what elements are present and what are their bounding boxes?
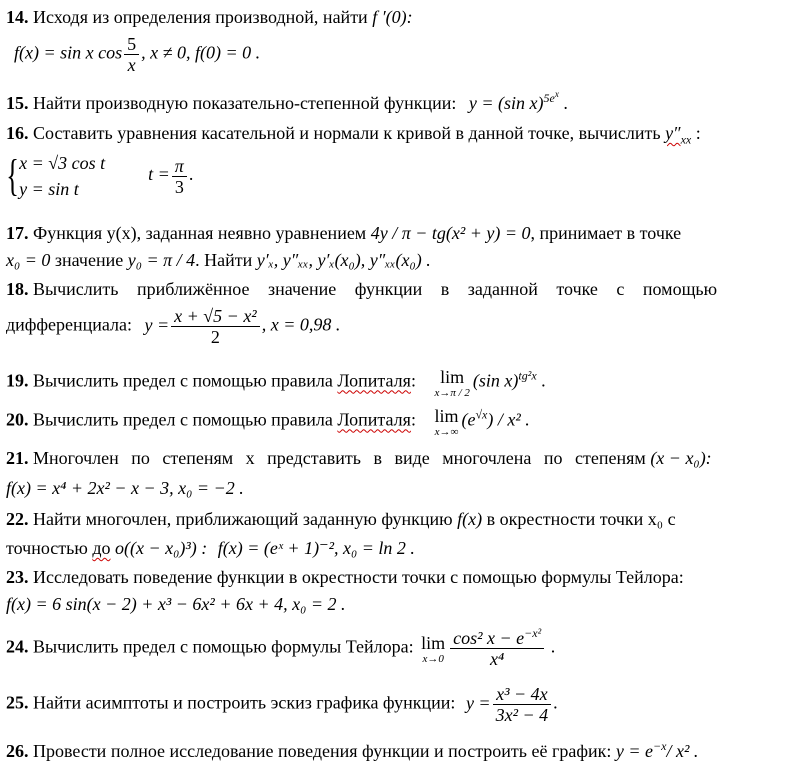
problem-22-line2: точностью до o((x − x₀)³) : f(x) = (eˣ + 1)⁻², x₀ = ln 2 . bbox=[6, 538, 415, 558]
problem-18: 18. Вычислить приближённое значение функции в заданной точке с помощью bbox=[6, 279, 718, 299]
fraction: $\frac{5}{x}$ bbox=[124, 34, 139, 75]
problem-25: 25. Найти асимптоты и построить эскиз графика функции: y = $\frac{\text{x³ − 4x}}{\text{3x² − 4}}$ . bbox=[6, 684, 558, 725]
problem-26: 26. Провести полное исследование поведения функции и построить её график: $y = e^{-x}/$ x² . bbox=[6, 739, 699, 761]
problem-14-formula: f(x) = sin x cos $\frac{5}{x}$ , x ≠ 0, f(0) = 0 . bbox=[14, 34, 261, 75]
problem-22: 22. Найти многочлен, приближающий заданную функцию f(x) в окрестности точки x₀ с bbox=[6, 509, 676, 529]
problem-21-line2: f(x) = x⁴ + 2x² − x − 3, x₀ = −2 . bbox=[6, 478, 244, 498]
problem-21: 21. Многочлен по степеням x представить в виде многочлена по степеням (x − x₀): bbox=[6, 448, 712, 468]
problem-17-line2: x₀ = 0 значение y₀ = π / 4. Найти y′ₓ, y″ₓₓ, y′ₓ(x₀), y″ₓₓ(x₀) . bbox=[6, 250, 431, 270]
problem-15: 15. Найти производную показательно-степенной функции: y = (sin x)$^{5e^x}$ . bbox=[6, 89, 568, 113]
problem-17: 17. Функция y(x), заданная неявно уравнением 4y / π − tg(x² + y) = 0, принимает в точке bbox=[6, 223, 682, 243]
problem-24: 24. Вычислить предел с помощью формулы Тейлора: lim x→0 $\frac{\cos^2 x - e^{-x^2}}{\text{x⁴}}$ . bbox=[6, 626, 556, 669]
problem-23: 23. Исследовать поведение функции в окрестности точки с помощью формулы Тейлора: bbox=[6, 567, 684, 587]
problem-16: 16. Составить уравнения касательной и нормали к кривой в данной точке, вычислить $y''_{xx}$ : bbox=[6, 123, 701, 147]
problem-23-line2: f(x) = 6 sin(x − 2) + x³ − 6x² + 6x + 4, x₀ = 2 . bbox=[6, 594, 346, 614]
problem-14: 14. Исходя из определения производной, найти f ′(0): bbox=[6, 7, 413, 27]
problem-16-system: { x = √3 cos t y = sin t t = $\frac{\pi}{3}$ . bbox=[6, 151, 194, 200]
problem-18-formula: дифференциала: y = $\frac{\text{x + √5 − x²}}{2}$ , x = 0,98 . bbox=[6, 306, 341, 347]
problem-20: 20. Вычислить предел с помощью правила Лопиталя: lim x→∞ $(e^{√x}) / x^2$ . bbox=[6, 406, 530, 438]
problem-19: 19. Вычислить предел с помощью правила Лопиталя: lim x→π / 2 (sin x)$^{tg^2x}$ . bbox=[6, 367, 546, 399]
